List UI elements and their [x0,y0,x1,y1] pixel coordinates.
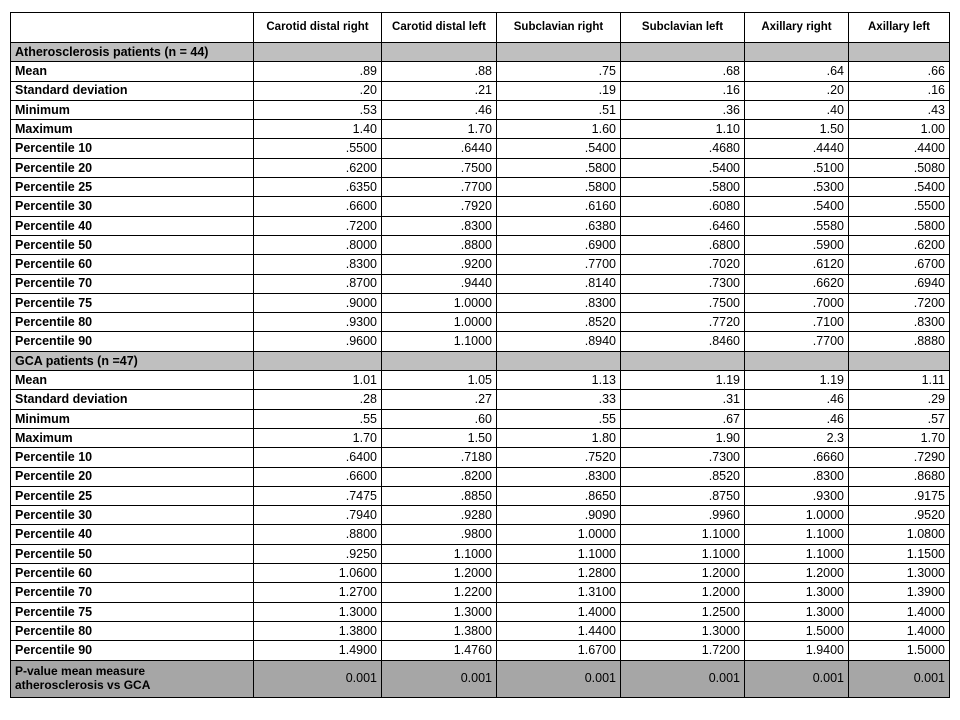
value-cell: 1.1000 [621,525,745,544]
value-cell: .6080 [621,197,745,216]
value-cell: .21 [382,81,497,100]
value-cell: 1.9400 [745,641,849,660]
value-cell: .6700 [849,255,950,274]
table-row [11,621,950,640]
value-cell: .9090 [497,506,621,525]
value-cell: 1.4400 [497,621,621,640]
section-header-row [11,351,950,370]
table-row [11,486,950,505]
row-label: Maximum [11,428,254,447]
row-label: Percentile 20 [11,158,254,177]
value-cell: .6120 [745,255,849,274]
row-label: Percentile 30 [11,197,254,216]
value-cell: .46 [745,390,849,409]
value-cell: .6600 [254,197,382,216]
value-cell: .5800 [497,158,621,177]
value-cell: .5800 [497,178,621,197]
value-cell: .8940 [497,332,621,351]
value-cell: .57 [849,409,950,428]
value-cell: .7700 [497,255,621,274]
row-label: Percentile 80 [11,621,254,640]
value-cell: 1.3000 [849,564,950,583]
value-cell: .8000 [254,235,382,254]
table-row [11,467,950,486]
value-cell: .7500 [382,158,497,177]
value-cell: .5500 [849,197,950,216]
row-label: Percentile 40 [11,216,254,235]
pvalue-row [11,660,950,697]
value-cell: .5400 [621,158,745,177]
value-cell: .5400 [849,178,950,197]
header-corner-cell [11,13,254,43]
row-label: Percentile 30 [11,506,254,525]
value-cell: .8680 [849,467,950,486]
value-cell: .5580 [745,216,849,235]
value-cell: .8300 [254,255,382,274]
table-row [11,178,950,197]
column-header: Axillary left [849,13,950,43]
value-cell: .46 [745,409,849,428]
value-cell: 1.70 [849,428,950,447]
row-label: Percentile 75 [11,293,254,312]
value-cell: 1.70 [254,428,382,447]
table-body [11,13,950,698]
value-cell: .6350 [254,178,382,197]
value-cell: .68 [621,62,745,81]
value-cell: .7000 [745,293,849,312]
value-cell: .6400 [254,448,382,467]
pvalue-cell: 0.001 [745,660,849,697]
value-cell: .7940 [254,506,382,525]
section-empty-cell [382,43,497,62]
value-cell: .20 [254,81,382,100]
pvalue-cell: 0.001 [254,660,382,697]
value-cell: .5800 [849,216,950,235]
table-row [11,332,950,351]
row-label: Percentile 50 [11,544,254,563]
value-cell: .8300 [849,313,950,332]
value-cell: .9520 [849,506,950,525]
table-row [11,409,950,428]
table-row [11,293,950,312]
value-cell: .8300 [382,216,497,235]
row-label: Percentile 90 [11,332,254,351]
value-cell: .9800 [382,525,497,544]
value-cell: 1.13 [497,371,621,390]
value-cell: 1.5000 [849,641,950,660]
column-header: Carotid distal left [382,13,497,43]
row-label: Percentile 60 [11,564,254,583]
value-cell: 1.1000 [745,544,849,563]
table-row [11,62,950,81]
row-label: Mean [11,371,254,390]
value-cell: .55 [497,409,621,428]
row-label: Minimum [11,409,254,428]
value-cell: 1.19 [621,371,745,390]
column-header: Carotid distal right [254,13,382,43]
value-cell: 1.7200 [621,641,745,660]
value-cell: .8800 [382,235,497,254]
value-cell: 1.1000 [382,544,497,563]
section-title: Atherosclerosis patients (n = 44) [11,43,254,62]
table-row [11,506,950,525]
pvalue-cell: 0.001 [497,660,621,697]
value-cell: 1.50 [382,428,497,447]
value-cell: 1.2500 [621,602,745,621]
section-empty-cell [254,43,382,62]
value-cell: .5900 [745,235,849,254]
value-cell: 1.60 [497,120,621,139]
value-cell: .55 [254,409,382,428]
value-cell: .36 [621,100,745,119]
table-row [11,216,950,235]
pvalue-label-line2: atherosclerosis vs GCA [15,677,151,692]
section-empty-cell [745,43,849,62]
value-cell: .8460 [621,332,745,351]
section-empty-cell [621,43,745,62]
value-cell: .9440 [382,274,497,293]
value-cell: .75 [497,62,621,81]
value-cell: .8750 [621,486,745,505]
column-header: Subclavian left [621,13,745,43]
value-cell: 1.40 [254,120,382,139]
value-cell: .7290 [849,448,950,467]
value-cell: .8300 [745,467,849,486]
table-row [11,583,950,602]
value-cell: .6600 [254,467,382,486]
value-cell: .5100 [745,158,849,177]
row-label: Percentile 25 [11,178,254,197]
section-empty-cell [849,351,950,370]
section-empty-cell [497,43,621,62]
section-empty-cell [382,351,497,370]
value-cell: 1.0000 [497,525,621,544]
value-cell: 1.0800 [849,525,950,544]
value-cell: .6660 [745,448,849,467]
value-cell: 1.2000 [621,564,745,583]
value-cell: .8140 [497,274,621,293]
row-label: Percentile 70 [11,583,254,602]
value-cell: 1.3000 [745,583,849,602]
results-table [10,12,950,698]
value-cell: .7920 [382,197,497,216]
value-cell: .6380 [497,216,621,235]
row-label: Standard deviation [11,81,254,100]
table-row [11,197,950,216]
section-empty-cell [745,351,849,370]
value-cell: .7200 [254,216,382,235]
value-cell: .31 [621,390,745,409]
value-cell: .4680 [621,139,745,158]
value-cell: .6200 [849,235,950,254]
table-row [11,100,950,119]
value-cell: .9200 [382,255,497,274]
row-label: Standard deviation [11,390,254,409]
value-cell: .4400 [849,139,950,158]
value-cell: .9280 [382,506,497,525]
value-cell: .5500 [254,139,382,158]
pvalue-cell: 0.001 [382,660,497,697]
value-cell: .8850 [382,486,497,505]
value-cell: .7700 [745,332,849,351]
value-cell: .6460 [621,216,745,235]
value-cell: .7200 [849,293,950,312]
value-cell: 1.4000 [849,621,950,640]
value-cell: .7520 [497,448,621,467]
row-label: Minimum [11,100,254,119]
table-row [11,158,950,177]
value-cell: .8520 [621,467,745,486]
section-empty-cell [849,43,950,62]
value-cell: .16 [849,81,950,100]
section-header-row [11,43,950,62]
value-cell: .9250 [254,544,382,563]
value-cell: 1.4000 [497,602,621,621]
value-cell: 1.2800 [497,564,621,583]
value-cell: .6800 [621,235,745,254]
value-cell: .9175 [849,486,950,505]
value-cell: .16 [621,81,745,100]
value-cell: .20 [745,81,849,100]
value-cell: .7500 [621,293,745,312]
value-cell: 1.3000 [621,621,745,640]
value-cell: 1.4900 [254,641,382,660]
value-cell: 1.2000 [745,564,849,583]
value-cell: .33 [497,390,621,409]
value-cell: .8200 [382,467,497,486]
value-cell: .5080 [849,158,950,177]
row-label: Percentile 50 [11,235,254,254]
value-cell: .7300 [621,448,745,467]
value-cell: 1.4000 [849,602,950,621]
value-cell: .9300 [254,313,382,332]
value-cell: 1.2700 [254,583,382,602]
value-cell: .9600 [254,332,382,351]
value-cell: .9300 [745,486,849,505]
value-cell: 1.50 [745,120,849,139]
value-cell: .67 [621,409,745,428]
value-cell: .9000 [254,293,382,312]
value-cell: .88 [382,62,497,81]
pvalue-label [11,660,254,697]
value-cell: .46 [382,100,497,119]
section-empty-cell [497,351,621,370]
column-header: Subclavian right [497,13,621,43]
value-cell: .8300 [497,293,621,312]
value-cell: 1.2000 [621,583,745,602]
table-row [11,313,950,332]
value-cell: 1.5000 [745,621,849,640]
value-cell: .6940 [849,274,950,293]
row-label: Percentile 60 [11,255,254,274]
row-label: Percentile 80 [11,313,254,332]
row-label: Percentile 10 [11,448,254,467]
value-cell: 1.80 [497,428,621,447]
value-cell: .89 [254,62,382,81]
value-cell: 1.3000 [254,602,382,621]
value-cell: 1.1000 [497,544,621,563]
value-cell: .5300 [745,178,849,197]
value-cell: 1.05 [382,371,497,390]
table-row [11,390,950,409]
value-cell: .7720 [621,313,745,332]
value-cell: .53 [254,100,382,119]
table-row [11,641,950,660]
value-cell: .7020 [621,255,745,274]
value-cell: 1.3800 [382,621,497,640]
value-cell: .8520 [497,313,621,332]
table-row [11,255,950,274]
section-empty-cell [254,351,382,370]
table-row [11,544,950,563]
value-cell: .27 [382,390,497,409]
value-cell: 1.70 [382,120,497,139]
row-label: Percentile 40 [11,525,254,544]
table-row [11,564,950,583]
value-cell: 1.10 [621,120,745,139]
row-label: Percentile 75 [11,602,254,621]
row-label: Percentile 10 [11,139,254,158]
value-cell: 1.0600 [254,564,382,583]
value-cell: .5800 [621,178,745,197]
value-cell: .8650 [497,486,621,505]
header-row [11,13,950,43]
value-cell: 1.1000 [621,544,745,563]
value-cell: .43 [849,100,950,119]
row-label: Mean [11,62,254,81]
value-cell: 1.00 [849,120,950,139]
value-cell: 1.1500 [849,544,950,563]
value-cell: 1.4760 [382,641,497,660]
table-row [11,139,950,158]
value-cell: .8800 [254,525,382,544]
value-cell: .64 [745,62,849,81]
value-cell: 1.0000 [382,313,497,332]
value-cell: 1.6700 [497,641,621,660]
value-cell: .7475 [254,486,382,505]
table-row [11,274,950,293]
value-cell: 1.3800 [254,621,382,640]
table-row [11,235,950,254]
value-cell: 1.19 [745,371,849,390]
value-cell: .6440 [382,139,497,158]
row-label: Percentile 70 [11,274,254,293]
value-cell: .28 [254,390,382,409]
value-cell: .8880 [849,332,950,351]
table-row [11,602,950,621]
table-row [11,81,950,100]
value-cell: 1.3000 [745,602,849,621]
column-header: Axillary right [745,13,849,43]
row-label: Maximum [11,120,254,139]
value-cell: .6900 [497,235,621,254]
value-cell: 1.01 [254,371,382,390]
table-row [11,120,950,139]
value-cell: .40 [745,100,849,119]
table-row [11,371,950,390]
row-label: Percentile 90 [11,641,254,660]
value-cell: .51 [497,100,621,119]
value-cell: 1.3100 [497,583,621,602]
value-cell: 1.0000 [745,506,849,525]
value-cell: .29 [849,390,950,409]
value-cell: 1.1000 [745,525,849,544]
value-cell: .8700 [254,274,382,293]
value-cell: .6160 [497,197,621,216]
table-row [11,448,950,467]
value-cell: 1.90 [621,428,745,447]
value-cell: .60 [382,409,497,428]
value-cell: 1.1000 [382,332,497,351]
table-row [11,428,950,447]
value-cell: .5400 [497,139,621,158]
value-cell: .66 [849,62,950,81]
table-row [11,525,950,544]
value-cell: 1.11 [849,371,950,390]
value-cell: 1.2000 [382,564,497,583]
value-cell: 1.3000 [382,602,497,621]
value-cell: 1.2200 [382,583,497,602]
section-title: GCA patients (n =47) [11,351,254,370]
value-cell: 1.3900 [849,583,950,602]
value-cell: .9960 [621,506,745,525]
value-cell: .6620 [745,274,849,293]
value-cell: .7180 [382,448,497,467]
value-cell: 2.3 [745,428,849,447]
value-cell: .7700 [382,178,497,197]
section-empty-cell [621,351,745,370]
row-label: Percentile 20 [11,467,254,486]
pvalue-cell: 0.001 [849,660,950,697]
value-cell: 1.0000 [382,293,497,312]
value-cell: .7100 [745,313,849,332]
value-cell: .6200 [254,158,382,177]
value-cell: .8300 [497,467,621,486]
pvalue-cell: 0.001 [621,660,745,697]
pvalue-label-line1: P-value mean measure [15,663,146,678]
value-cell: .5400 [745,197,849,216]
value-cell: .7300 [621,274,745,293]
row-label: Percentile 25 [11,486,254,505]
value-cell: .19 [497,81,621,100]
value-cell: .4440 [745,139,849,158]
